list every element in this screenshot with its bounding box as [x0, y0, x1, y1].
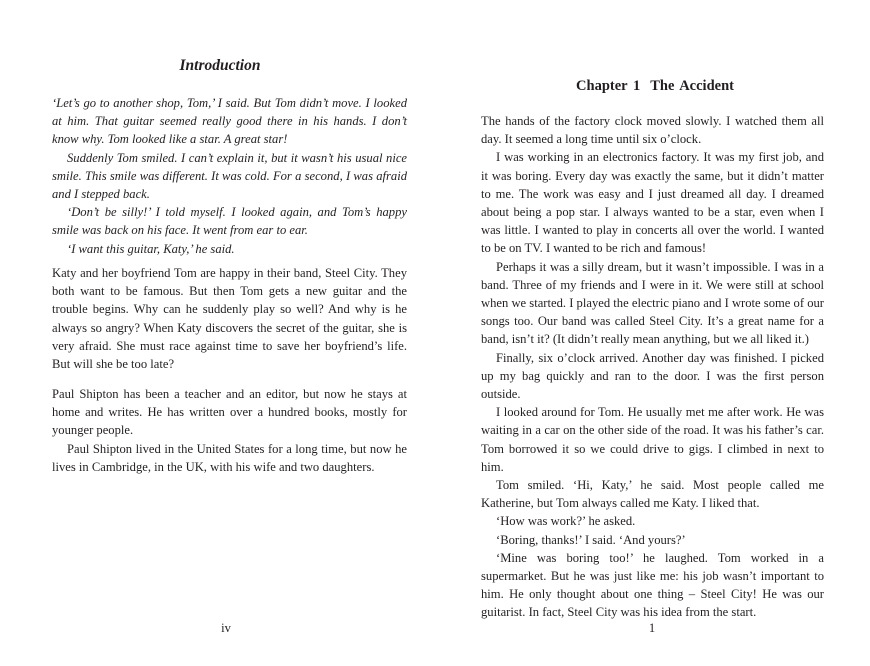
- excerpt-paragraph: ‘Let’s go to another shop, Tom,’ I said. But Tom didn’t move. I looked at him. That guitar seemed really good there in his hands. I don’t know why. Tom looked like a star. A great star!: [52, 96, 407, 147]
- body-paragraph: The hands of the factory clock moved slowly. I watched them all day. It seemed a long time until six o’clock.: [481, 114, 824, 147]
- author-paragraph: Paul Shipton has been a teacher and an editor, but now he stays at home and writes. He has written over a hundred books, mostly for younger people.: [52, 387, 407, 438]
- body-paragraph: I looked around for Tom. He usually met me after work. He was waiting in a car on the other side of the road. It was his father’s car. Tom borrowed it so we could drive to gigs. I climbed in next to him.: [481, 405, 824, 474]
- blurb-paragraph: Katy and her boyfriend Tom are happy in their band, Steel City. They both want to be famous. But then Tom gets a new guitar and the trouble begins. Why can he suddenly play so well? And why is he always so angry? When Katy discovers the secret of the guitar, she is very afraid. She must race against time to save her boyfriend’s life. But will she be too late?: [52, 266, 407, 372]
- story-excerpt: [52, 94, 407, 258]
- body-paragraph: ‘Boring, thanks!’ I said. ‘And yours?’: [496, 532, 686, 547]
- right-page: [440, 0, 870, 666]
- excerpt-paragraph: Suddenly Tom smiled. I can’t explain it, but it wasn’t his usual nice smile. This smile was different. It was cold. For a second, I was afraid and I stepped back.: [52, 150, 407, 202]
- page-number: iv: [221, 621, 231, 635]
- excerpt-paragraph: ‘I want this guitar, Katy,’ he said.: [67, 241, 235, 256]
- chapter-label: Chapter 1: [576, 78, 641, 94]
- about-author: [52, 385, 407, 476]
- body-paragraph: I was working in an electronics factory. It was my first job, and it was boring. Every day was exactly the same, but it didn’t matter to me. The work was easy and I just dreamed all day. I dreamed about being a pop star. I always wanted to be a star, even when I was little. I wanted to play in concerts all over the world. I wanted to be on TV. I wanted to be rich and famous!: [481, 150, 824, 256]
- body-paragraph: Finally, six o’clock arrived. Another day was finished. I picked up my bag quickly and ran to the door. I was the first person outside.: [481, 350, 824, 402]
- chapter-text: [481, 112, 824, 622]
- page-number: 1: [648, 621, 656, 635]
- book-blurb: [52, 264, 407, 373]
- excerpt-paragraph: ‘Don’t be silly!’ I told myself. I looked again, and Tom’s happy smile was back on his face. It went from ear to ear.: [52, 205, 407, 238]
- introduction-heading: Introduction: [179, 57, 261, 74]
- body-paragraph: ‘Mine was boring too!’ he laughed. Tom worked in a supermarket. But he was just like me: his job wasn’t important to him. He only thought about one thing – Steel City! He was our guitarist. In fact, Steel City was his idea from the start.: [481, 550, 824, 620]
- chapter-title: The Accident: [650, 78, 734, 94]
- body-paragraph: Tom smiled. ‘Hi, Katy,’ he said. Most people called me Katherine, but Tom always called me Katy. I liked that.: [481, 478, 824, 511]
- body-paragraph: ‘How was work?’ he asked.: [496, 514, 636, 529]
- author-paragraph: Paul Shipton lived in the United States for a long time, but now he lives in Cambridge, in the UK, with his wife and two daughters.: [52, 441, 407, 474]
- chapter-heading: [470, 78, 840, 95]
- body-paragraph: Perhaps it was a silly dream, but it wasn’t impossible. I was in a band. Three of my friends and I were in it. We were still at school when we started. I played the electric piano and I wrote some of our songs too. Our band was called Steel City. It’s a great name for a band, isn’t it? (It didn’t really mean anything, but we all liked it.): [481, 259, 824, 347]
